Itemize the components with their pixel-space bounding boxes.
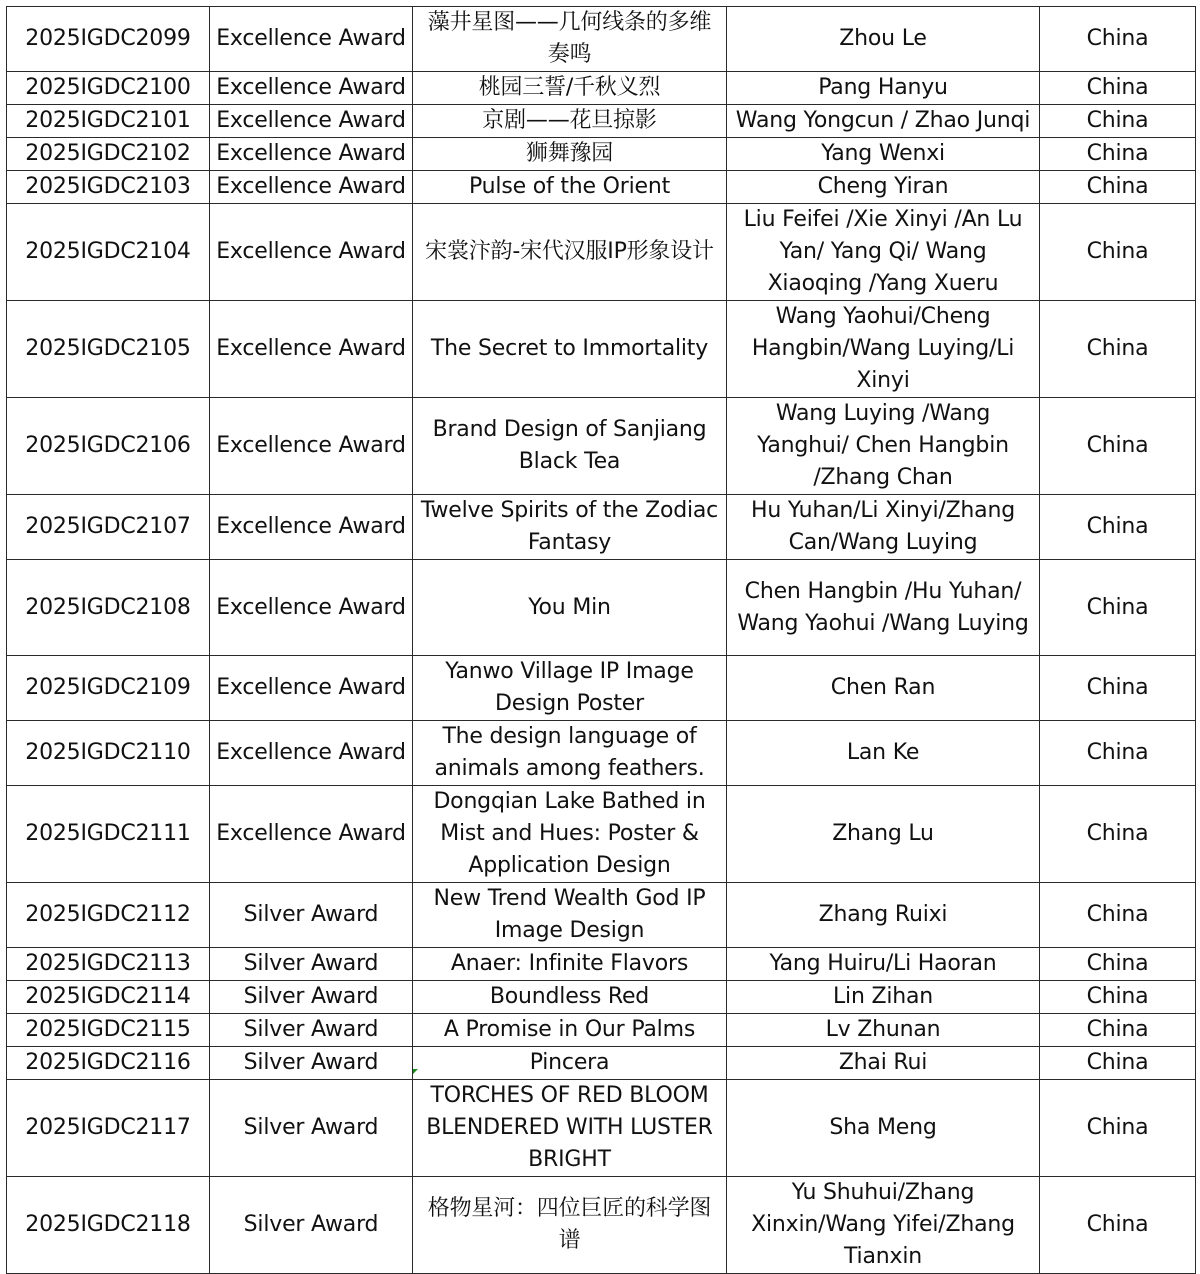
country-cell: China <box>1040 786 1196 883</box>
entry-id-cell: 2025IGDC2100 <box>7 72 210 105</box>
authors-cell: Hu Yuhan/Li Xinyi/Zhang Can/Wang Luying <box>727 495 1040 560</box>
table-row <box>7 105 1196 138</box>
country-cell: China <box>1040 1047 1196 1080</box>
award-cell: Excellence Award <box>210 786 413 883</box>
table-row <box>7 981 1196 1014</box>
work-title-cell: TORCHES OF RED BLOOM BLENDERED WITH LUSTER BRIGHT <box>413 1080 727 1177</box>
work-title-cell: A Promise in Our Palms <box>413 1014 727 1047</box>
table-row <box>7 301 1196 398</box>
authors-cell: Yang Huiru/Li Haoran <box>727 948 1040 981</box>
authors-cell: Wang Yongcun / Zhao Junqi <box>727 105 1040 138</box>
award-cell: Excellence Award <box>210 495 413 560</box>
award-cell: Silver Award <box>210 1014 413 1047</box>
entry-id-cell: 2025IGDC2107 <box>7 495 210 560</box>
table-row <box>7 204 1196 301</box>
entry-id-cell: 2025IGDC2109 <box>7 656 210 721</box>
award-cell: Silver Award <box>210 981 413 1014</box>
award-cell: Silver Award <box>210 1080 413 1177</box>
entry-id-cell: 2025IGDC2099 <box>7 7 210 72</box>
entry-id-cell: 2025IGDC2104 <box>7 204 210 301</box>
country-cell: China <box>1040 1080 1196 1177</box>
authors-cell: Pang Hanyu <box>727 72 1040 105</box>
entry-id-cell: 2025IGDC2105 <box>7 301 210 398</box>
work-title-cell: Dongqian Lake Bathed in Mist and Hues: Poster & Application Design <box>413 786 727 883</box>
table-row <box>7 656 1196 721</box>
country-cell: China <box>1040 1014 1196 1047</box>
entry-id-cell: 2025IGDC2102 <box>7 138 210 171</box>
entry-id-cell: 2025IGDC2111 <box>7 786 210 883</box>
entry-id-cell: 2025IGDC2115 <box>7 1014 210 1047</box>
authors-cell: Sha Meng <box>727 1080 1040 1177</box>
authors-cell: Zhang Lu <box>727 786 1040 883</box>
table-row <box>7 948 1196 981</box>
country-cell: China <box>1040 398 1196 495</box>
work-title-cell: Boundless Red <box>413 981 727 1014</box>
table-row <box>7 1080 1196 1177</box>
authors-cell: Lv Zhunan <box>727 1014 1040 1047</box>
table-row <box>7 1047 1196 1080</box>
table-row <box>7 1014 1196 1047</box>
authors-cell: Yang Wenxi <box>727 138 1040 171</box>
work-title-cell: 狮舞豫园 <box>413 138 727 171</box>
country-cell: China <box>1040 105 1196 138</box>
authors-cell: Zhou Le <box>727 7 1040 72</box>
table-row <box>7 7 1196 72</box>
award-cell: Silver Award <box>210 1047 413 1080</box>
award-cell: Excellence Award <box>210 138 413 171</box>
work-title-cell: Anaer: Infinite Flavors <box>413 948 727 981</box>
country-cell: China <box>1040 138 1196 171</box>
work-title-cell: 藻井星图——几何线条的多维奏鸣 <box>413 7 727 72</box>
entry-id-cell: 2025IGDC2110 <box>7 721 210 786</box>
award-cell: Silver Award <box>210 883 413 948</box>
entry-id-cell: 2025IGDC2106 <box>7 398 210 495</box>
award-cell: Excellence Award <box>210 105 413 138</box>
table-row <box>7 786 1196 883</box>
country-cell: China <box>1040 495 1196 560</box>
work-title-cell: Pincera <box>413 1047 727 1080</box>
cell-comment-marker-icon <box>413 1069 418 1074</box>
entry-id-cell: 2025IGDC2112 <box>7 883 210 948</box>
country-cell: China <box>1040 656 1196 721</box>
awards-table-body <box>7 7 1196 1274</box>
country-cell: China <box>1040 981 1196 1014</box>
authors-cell: Yu Shuhui/Zhang Xinxin/Wang Yifei/Zhang Tianxin <box>727 1177 1040 1274</box>
country-cell: China <box>1040 560 1196 656</box>
award-cell: Silver Award <box>210 1177 413 1274</box>
table-row <box>7 883 1196 948</box>
country-cell: China <box>1040 948 1196 981</box>
authors-cell: Liu Feifei /Xie Xinyi /An Lu Yan/ Yang Qi/ Wang Xiaoqing /Yang Xueru <box>727 204 1040 301</box>
work-title-cell: You Min <box>413 560 727 656</box>
table-row <box>7 398 1196 495</box>
work-title-cell: 京剧——花旦掠影 <box>413 105 727 138</box>
authors-cell: Wang Yaohui/Cheng Hangbin/Wang Luying/Li Xinyi <box>727 301 1040 398</box>
awards-table <box>6 6 1196 1274</box>
entry-id-cell: 2025IGDC2101 <box>7 105 210 138</box>
country-cell: China <box>1040 72 1196 105</box>
work-title-cell: 桃园三誓/千秋义烈 <box>413 72 727 105</box>
work-title-cell: Twelve Spirits of the Zodiac Fantasy <box>413 495 727 560</box>
country-cell: China <box>1040 883 1196 948</box>
work-title-cell: Pulse of the Orient <box>413 171 727 204</box>
work-title-cell: The Secret to Immortality <box>413 301 727 398</box>
award-cell: Excellence Award <box>210 560 413 656</box>
authors-cell: Cheng Yiran <box>727 171 1040 204</box>
table-row <box>7 72 1196 105</box>
entry-id-cell: 2025IGDC2114 <box>7 981 210 1014</box>
entry-id-cell: 2025IGDC2108 <box>7 560 210 656</box>
work-title-cell: Brand Design of Sanjiang Black Tea <box>413 398 727 495</box>
country-cell: China <box>1040 1177 1196 1274</box>
country-cell: China <box>1040 301 1196 398</box>
authors-cell: Chen Ran <box>727 656 1040 721</box>
authors-cell: Wang Luying /Wang Yanghui/ Chen Hangbin /Zhang Chan <box>727 398 1040 495</box>
authors-cell: Lan Ke <box>727 721 1040 786</box>
entry-id-cell: 2025IGDC2103 <box>7 171 210 204</box>
country-cell: China <box>1040 171 1196 204</box>
table-row <box>7 171 1196 204</box>
entry-id-cell: 2025IGDC2113 <box>7 948 210 981</box>
award-cell: Silver Award <box>210 948 413 981</box>
authors-cell: Chen Hangbin /Hu Yuhan/ Wang Yaohui /Wang Luying <box>727 560 1040 656</box>
award-cell: Excellence Award <box>210 398 413 495</box>
work-title-cell: The design language of animals among feathers. <box>413 721 727 786</box>
award-cell: Excellence Award <box>210 656 413 721</box>
entry-id-cell: 2025IGDC2118 <box>7 1177 210 1274</box>
authors-cell: Zhai Rui <box>727 1047 1040 1080</box>
table-row <box>7 1177 1196 1274</box>
award-cell: Excellence Award <box>210 7 413 72</box>
entry-id-cell: 2025IGDC2117 <box>7 1080 210 1177</box>
table-row <box>7 721 1196 786</box>
country-cell: China <box>1040 204 1196 301</box>
award-cell: Excellence Award <box>210 721 413 786</box>
award-cell: Excellence Award <box>210 301 413 398</box>
work-title-cell: 宋裳汴韵-宋代汉服IP形象设计 <box>413 204 727 301</box>
work-title-cell: New Trend Wealth God IP Image Design <box>413 883 727 948</box>
award-cell: Excellence Award <box>210 72 413 105</box>
award-cell: Excellence Award <box>210 204 413 301</box>
entry-id-cell: 2025IGDC2116 <box>7 1047 210 1080</box>
table-row <box>7 495 1196 560</box>
work-title-cell: 格物星河：四位巨匠的科学图谱 <box>413 1177 727 1274</box>
work-title-cell: Yanwo Village IP Image Design Poster <box>413 656 727 721</box>
award-cell: Excellence Award <box>210 171 413 204</box>
authors-cell: Zhang Ruixi <box>727 883 1040 948</box>
table-row <box>7 560 1196 656</box>
table-row <box>7 138 1196 171</box>
country-cell: China <box>1040 721 1196 786</box>
authors-cell: Lin Zihan <box>727 981 1040 1014</box>
country-cell: China <box>1040 7 1196 72</box>
